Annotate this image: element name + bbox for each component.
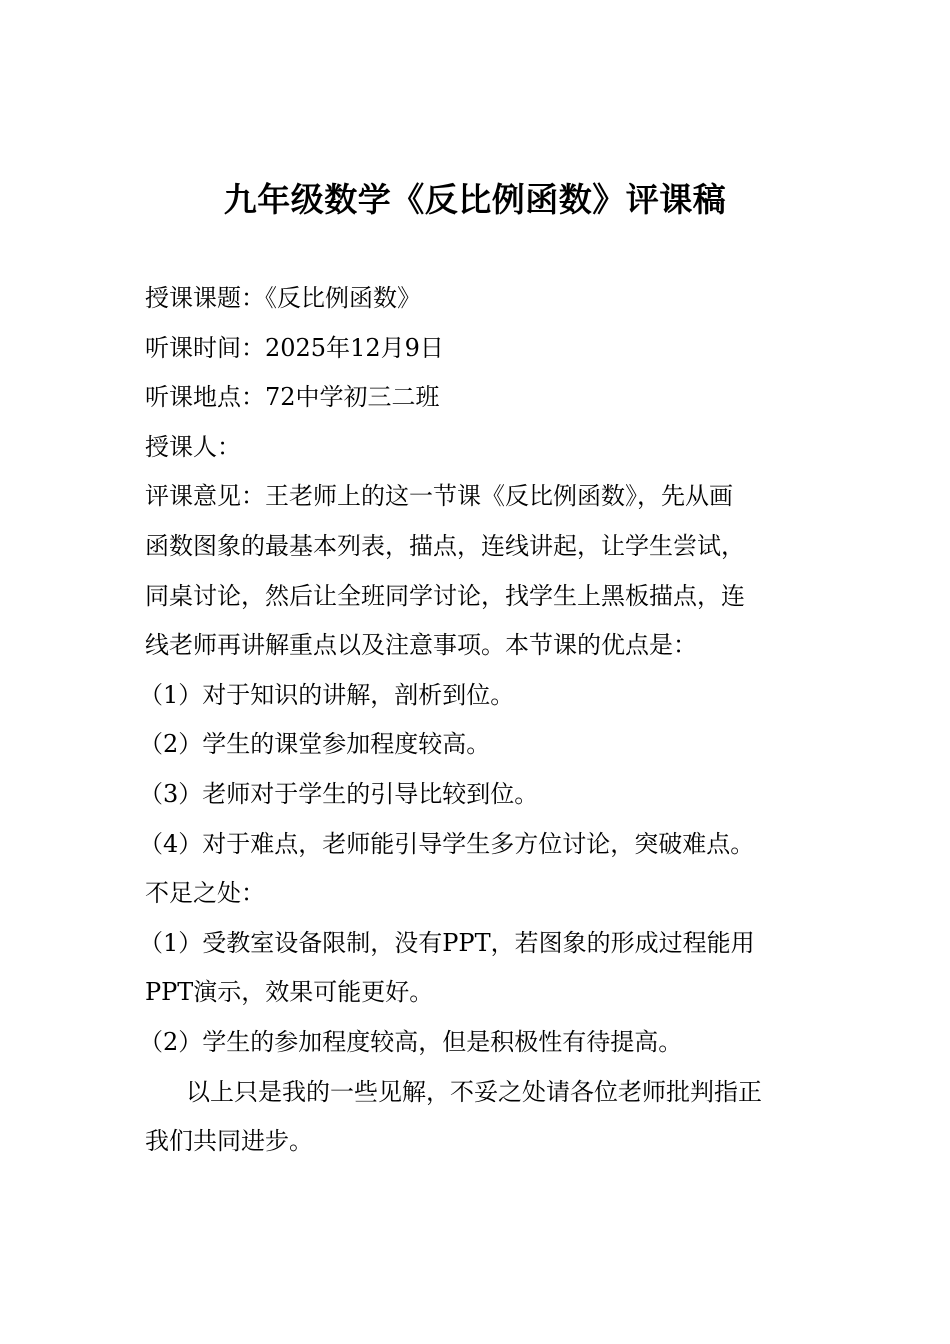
review-paragraph-line: 函数图象的最基本列表，描点，连线讲起，让学生尝试， (145, 531, 745, 560)
weakness-item-continued: PPT演示，效果可能更好。 (145, 978, 434, 1007)
strength-item: （3）老师对于学生的引导比较到位。 (139, 779, 539, 808)
field-teacher: 授课人： (145, 432, 241, 461)
weakness-item: （1）受教室设备限制，没有PPT，若图象的形成过程能用 (139, 928, 755, 957)
field-topic: 授课课题：《反比例函数》 (145, 284, 421, 312)
document-title: 九年级数学《反比例函数》评课稿 (223, 180, 727, 219)
review-paragraph-line: 线老师再讲解重点以及注意事项。本节课的优点是： (145, 631, 697, 660)
review-paragraph-line: 同桌讨论，然后让全班同学讨论，找学生上黑板描点，连 (145, 581, 745, 610)
review-paragraph-line: 评课意见：王老师上的这一节课《反比例函数》，先从画 (145, 482, 733, 511)
strength-item: （2）学生的课堂参加程度较高。 (139, 730, 491, 759)
closing-paragraph-line: 以上只是我的一些见解，不妥之处请各位老师批判指正 (186, 1077, 762, 1106)
strength-item: （4）对于难点，老师能引导学生多方位讨论，突破难点。 (139, 829, 755, 858)
weakness-item: （2）学生的参加程度较高，但是积极性有待提高。 (139, 1027, 683, 1056)
closing-paragraph-line: 我们共同进步。 (145, 1127, 313, 1156)
strength-item: （1）对于知识的讲解，剖析到位。 (139, 680, 515, 709)
field-time: 听课时间：2025年12月9日 (145, 333, 444, 362)
field-location: 听课地点：72中学初三二班 (145, 383, 440, 412)
weakness-heading: 不足之处： (145, 879, 265, 908)
document-body (139, 274, 810, 1167)
